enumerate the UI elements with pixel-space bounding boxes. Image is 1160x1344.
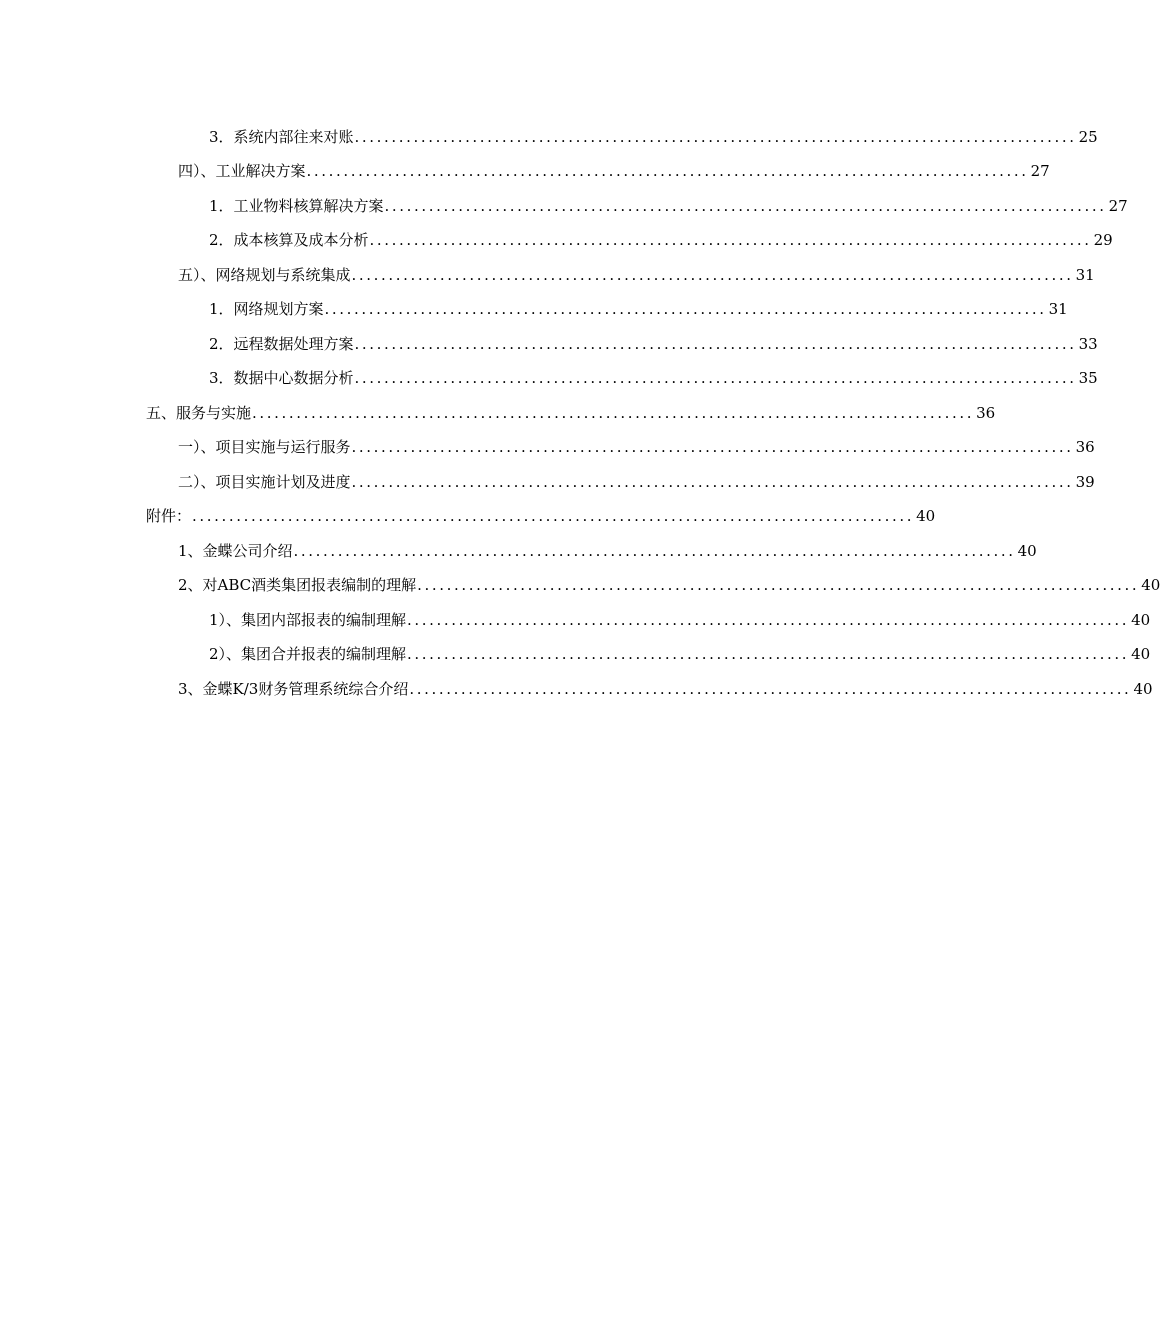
toc-leader-dots: .................................................................................................. [354,128,1077,146]
toc-entry[interactable] [209,327,1098,361]
toc-page-number: 40 [1017,542,1037,560]
toc-entry-label: 附件： [146,507,192,525]
toc-page-number: 40 [916,507,936,525]
toc-leader-dots: .................................................................................................. [354,335,1077,353]
toc-leader-dots: .................................................................................................. [293,542,1016,560]
toc-page-number: 36 [976,404,996,422]
toc-page-number: 40 [1141,576,1160,594]
toc-entry-label: 一）、项目实施与运行服务 [178,438,351,456]
toc-entry[interactable] [178,154,1050,188]
toc-entry-label: 1．网络规划方案 [209,300,324,318]
toc-entry-label: 二）、项目实施计划及进度 [178,473,351,491]
toc-leader-dots: .................................................................................................. [407,645,1130,663]
toc-entry[interactable] [209,361,1098,395]
toc-entry[interactable] [178,258,1095,292]
toc-entry[interactable] [146,499,936,533]
toc-leader-dots: .................................................................................................. [351,266,1074,284]
toc-leader-dots: .................................................................................................. [407,611,1130,629]
toc-page-number: 33 [1078,335,1098,353]
toc-page-number: 40 [1131,645,1151,663]
toc-leader-dots: .................................................................................................. [384,197,1107,215]
toc-page-number: 40 [1133,680,1153,698]
toc-entry[interactable] [178,430,1095,464]
toc-entry-label: 2．远程数据处理方案 [209,335,354,353]
toc-entry-label: 1）、集团内部报表的编制理解 [209,611,407,629]
toc-entry-label: 2、对ABC酒类集团报表编制的理解 [178,576,417,594]
toc-entry-label: 四）、工业解决方案 [178,162,306,180]
toc-entry[interactable] [178,534,1037,568]
toc-page-number: 36 [1075,438,1095,456]
toc-entry-label: 3、金蝶K/3财务管理系统综合介绍 [178,680,409,698]
toc-entry-number: 五、 [146,404,177,422]
toc-entry[interactable] [146,396,996,430]
toc-entry[interactable] [209,637,1151,671]
toc-leader-dots: .................................................................................................. [369,231,1092,249]
toc-page-number: 31 [1048,300,1068,318]
toc-entry-label: 服务与实施 [176,404,252,422]
toc-entry-label: 2）、集团合并报表的编制理解 [209,645,407,663]
toc-leader-dots: .................................................................................................. [354,369,1077,387]
toc-leader-dots: .................................................................................................. [351,473,1074,491]
toc-entry[interactable] [209,292,1068,326]
toc-page-number: 31 [1075,266,1095,284]
toc-entry[interactable] [178,568,1160,602]
toc-entry[interactable] [178,672,1153,706]
toc-entry[interactable] [209,603,1151,637]
toc-leader-dots: .................................................................................................. [409,680,1132,698]
toc-leader-dots: .................................................................................................. [192,507,915,525]
toc-page-number: 29 [1093,231,1113,249]
toc-leader-dots: .................................................................................................. [351,438,1074,456]
toc-entry-label: 2．成本核算及成本分析 [209,231,369,249]
toc-entry[interactable] [209,223,1113,257]
toc-entry[interactable] [209,189,1128,223]
toc-leader-dots: .................................................................................................. [252,404,975,422]
toc-entry-label: 3．数据中心数据分析 [209,369,354,387]
toc-page-number: 40 [1131,611,1151,629]
toc-entry[interactable] [178,465,1095,499]
toc-page-number: 27 [1030,162,1050,180]
toc-entry-label: 1、金蝶公司介绍 [178,542,293,560]
toc-leader-dots: .................................................................................................. [306,162,1029,180]
toc-entry-label: 五）、网络规划与系统集成 [178,266,351,284]
toc-entry-label: 3．系统内部往来对账 [209,128,354,146]
toc-entry[interactable] [209,120,1098,154]
toc-page-number: 39 [1075,473,1095,491]
toc-leader-dots: .................................................................................................. [417,576,1140,594]
toc-leader-dots: .................................................................................................. [324,300,1047,318]
toc-entry-label: 1．工业物料核算解决方案 [209,197,384,215]
toc-page-number: 25 [1078,128,1098,146]
toc-page-number: 35 [1078,369,1098,387]
toc-page-number: 27 [1108,197,1128,215]
